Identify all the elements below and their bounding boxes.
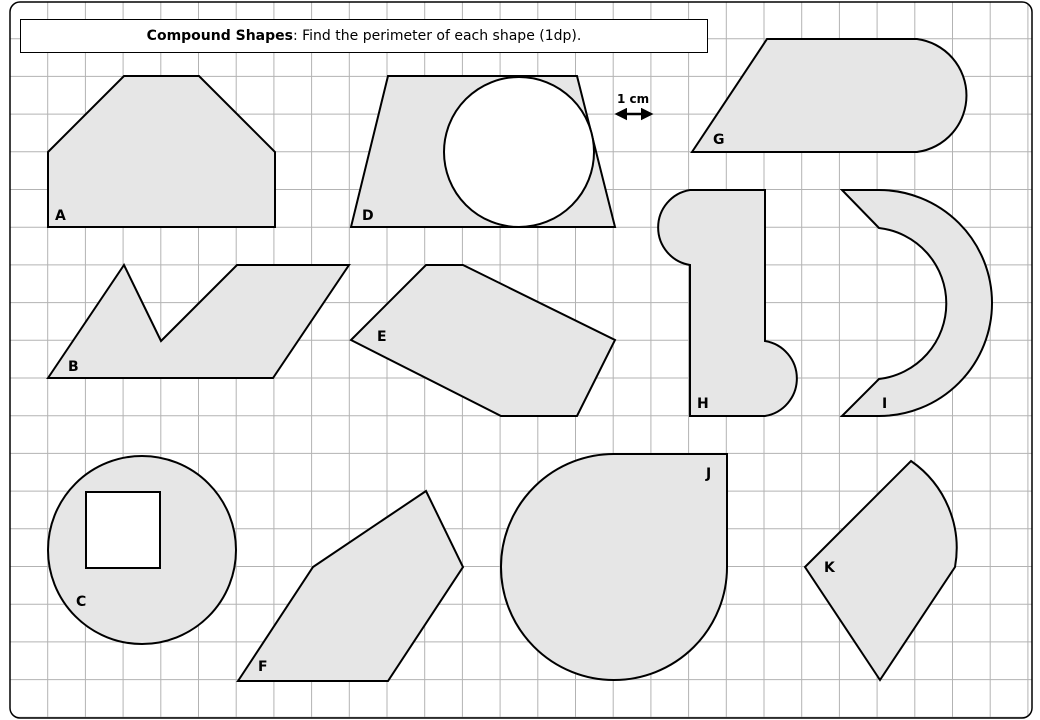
shape-f-label: F [258, 659, 268, 675]
shape-j [501, 454, 727, 680]
shape-c-label: C [76, 594, 87, 610]
title-bold: Compound Shapes [146, 28, 293, 44]
shape-d-label: D [362, 208, 374, 224]
shape-c-square-hole [86, 492, 160, 568]
shape-a-label: A [55, 208, 66, 224]
shape-k-label: K [824, 560, 835, 576]
shape-b-label: B [68, 359, 79, 375]
shape-d-circle-hole [444, 77, 594, 227]
shape-g [692, 39, 966, 152]
scale-label: 1 cm [617, 92, 650, 106]
shape-g-label: G [713, 132, 725, 148]
shape-h-label: H [697, 396, 709, 412]
shape-a [48, 76, 275, 227]
shape-j-label: J [706, 466, 712, 482]
shape-e-label: E [377, 329, 387, 345]
title-rest: : Find the perimeter of each shape (1dp). [292, 28, 582, 44]
shape-i-label: I [882, 396, 888, 412]
page-title [20, 19, 708, 53]
shape-f [238, 491, 463, 681]
